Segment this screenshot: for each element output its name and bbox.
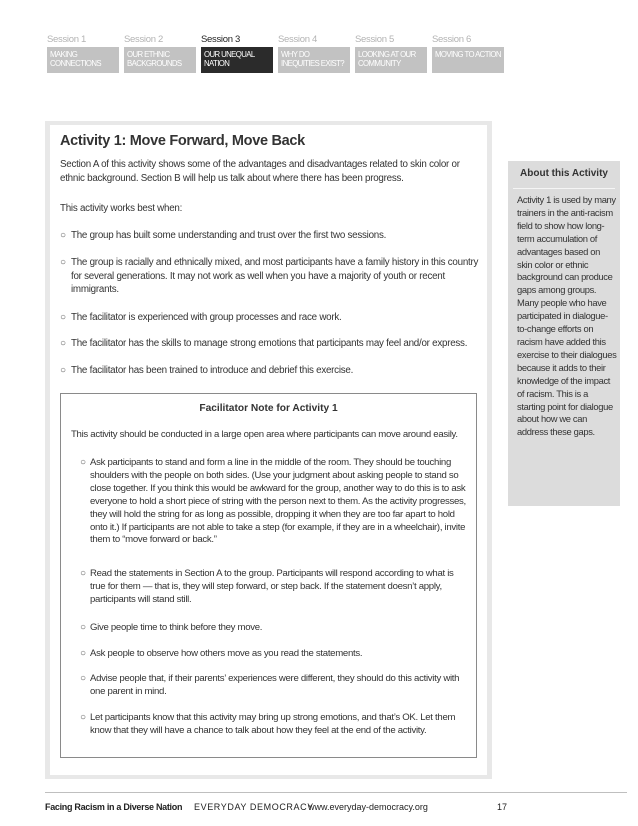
session-title: MAKING CONNECTIONS (47, 47, 119, 73)
note-text: Ask people to observe how others move as you read the statements. (90, 648, 363, 659)
session-label: Session 5 (355, 34, 395, 45)
note-text: Read the statements in Section A to the group. Participants will respond according to what is true for them — that is, they will step forward, or step back. If the statement doesn’t apply, participants will stand still. (90, 568, 454, 605)
session-navigation (47, 34, 507, 74)
activity-content (50, 125, 487, 775)
activity-title: Activity 1: Move Forward, Move Back (60, 133, 305, 149)
note-item (80, 648, 470, 661)
condition-item (60, 364, 480, 378)
facilitator-note-box (60, 393, 477, 758)
session-tab-1[interactable] (47, 34, 119, 73)
condition-text: The facilitator is experienced with group processes and race work. (71, 312, 342, 323)
session-tab-5[interactable] (355, 34, 427, 73)
circle-bullet-icon: ○ (80, 648, 86, 659)
session-label: Session 3 (201, 34, 241, 45)
footer-divider (45, 792, 627, 793)
session-tab-6[interactable] (432, 34, 504, 73)
footer-organization: EVERYDAY DEMOCRACY (194, 802, 314, 812)
note-text: Let participants know that this activity may bring up strong emotions, and that’s OK. Let them know that they will have a chance to talk about how they feel at the end of the activity. (90, 712, 456, 736)
condition-item (60, 311, 480, 325)
circle-bullet-icon: ○ (60, 230, 66, 241)
note-text: Give people time to think before they move. (90, 622, 263, 633)
facilitator-note-intro: This activity should be conducted in a large open area where participants can move around easily. (71, 429, 458, 440)
session-label: Session 4 (278, 34, 318, 45)
works-best-heading: This activity works best when: (60, 203, 183, 214)
session-title: MOVING TO ACTION (432, 47, 504, 73)
circle-bullet-icon: ○ (60, 365, 66, 376)
session-tab-4[interactable] (278, 34, 350, 73)
session-title: WHY DO INEQUITIES EXIST? (278, 47, 350, 73)
note-item (80, 457, 470, 547)
condition-item (60, 229, 480, 243)
note-item (80, 622, 470, 635)
condition-item (60, 337, 480, 351)
activity-intro-line-1: Section A of this activity shows some of the advantages and disadvantages related to skin color or (60, 159, 460, 170)
circle-bullet-icon: ○ (60, 312, 66, 323)
condition-text: The facilitator has been trained to introduce and debrief this exercise. (71, 365, 354, 376)
circle-bullet-icon: ○ (60, 338, 66, 349)
page-number: 17 (497, 802, 508, 812)
about-activity-sidebar (508, 161, 620, 506)
sidebar-title: About this Activity (520, 168, 608, 179)
sidebar-divider (513, 188, 615, 189)
session-tab-3-active[interactable] (201, 34, 273, 73)
sidebar-text: Activity 1 is used by many trainers in the anti-racism field to show how long-term accumulation of advantages based on skin color or ethnic background can produce gaps among groups. Many people who have participated in dialogue-to-change efforts on racism have added this exercise to their dialogues because it adds to their knowledge of the impact of racism. This is a starting point for dialogue about how we can address these gaps. (517, 194, 617, 438)
footer-url[interactable]: www.everyday-democracy.org (308, 802, 428, 812)
circle-bullet-icon: ○ (80, 457, 86, 468)
circle-bullet-icon: ○ (80, 712, 86, 723)
condition-text: The group is racially and ethnically mixed, and most participants have a family history in this country for several generations. It may not work as well when you have a majority of youth or recent immigrants. (71, 257, 479, 295)
activity-panel (45, 121, 492, 779)
session-tab-2[interactable] (124, 34, 196, 73)
session-label: Session 6 (432, 34, 472, 45)
session-title: LOOKING AT OUR COMMUNITY (355, 47, 427, 73)
session-label: Session 2 (124, 34, 164, 45)
activity-intro-line-2: ethnic background. Section B will help us talk about where there has been progress. (60, 173, 404, 184)
note-item (80, 712, 470, 738)
condition-item (60, 256, 480, 297)
session-title: OUR UNEQUAL NATION (201, 47, 273, 73)
condition-text: The group has built some understanding and trust over the first two sessions. (71, 230, 387, 241)
condition-text: The facilitator has the skills to manage strong emotions that participants may feel and/or express. (71, 338, 468, 349)
note-item (80, 673, 470, 699)
circle-bullet-icon: ○ (80, 568, 86, 579)
note-text: Ask participants to stand and form a line in the middle of the room. They should be touching shoulders with the people on both sides. (Use your judgment about asking people to stand so close together. If you think this would be awkward for the group, another way to do this is to ask everyone to hold a short piece of string with the person next to them. As the activity progresses, they will hold the string for as long as possible, dropping it when they are too far apart to hold onto it.) If participants are not able to take a step (for example, if they are in a wheelchair), invite them to “move forward or back.” (90, 457, 466, 546)
note-item (80, 568, 470, 607)
facilitator-note-title: Facilitator Note for Activity 1 (199, 403, 338, 414)
circle-bullet-icon: ○ (80, 622, 86, 633)
session-label: Session 1 (47, 34, 87, 45)
circle-bullet-icon: ○ (60, 257, 66, 268)
footer-publication: Facing Racism in a Diverse Nation (45, 802, 183, 812)
note-text: Advise people that, if their parents’ experiences were different, they should do this activity with one parent in mind. (90, 673, 460, 697)
session-title: OUR ETHNIC BACKGROUNDS (124, 47, 196, 73)
activity-intro (60, 158, 480, 186)
circle-bullet-icon: ○ (80, 673, 86, 684)
